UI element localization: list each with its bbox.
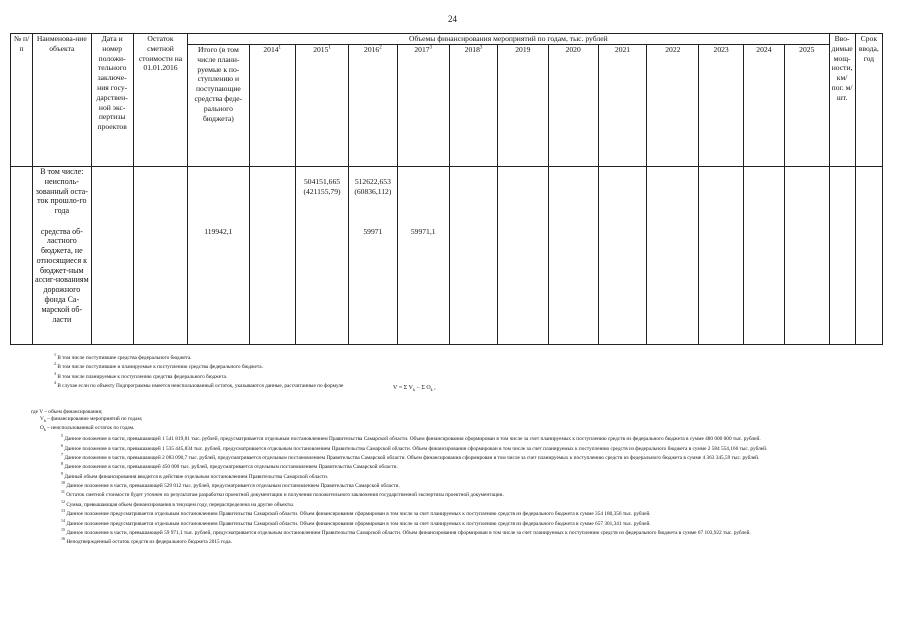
footnote-10: $^{10}$ Данное положение в части, превышающей 529 012 тыс. рублей, предусматривается отдельным постановлением Правительства Самарской области.	[61, 480, 400, 489]
financing-table	[10, 33, 883, 345]
header-year-2022: 2022	[647, 45, 699, 167]
header-date: Дата и номер положи-тельного заключе-ния госу-дарствен-ной экс-пертизы проектов	[91, 34, 133, 167]
header-year-2023: 2023	[699, 45, 743, 167]
row-label: средства об-ластного бюджета, не относящиеся к бюджет-ным ассиг-нованиям дорожного фонда Са-марской об-ласти	[33, 227, 91, 345]
footnote-11: $^{11}$ Остаток сметной стоимости будет уточнен по результатам разработки проектной документации и получения положительного заключения государственной экспертизы проектной документации.	[61, 489, 504, 499]
header-year-2020: 2020	[548, 45, 598, 167]
header-total: Итого (в том числе плани-руемые к по-ступлению и поступающие средства феде-рального бюджета)	[188, 45, 249, 167]
header-year-2017: 2017$^3$	[397, 45, 449, 167]
footnote-8: $^8$ Данное положение в части, превышающей 450 000 тыс. рублей, предусматривается отдельным постановлением Правительства Самарской области.	[61, 461, 398, 471]
footnote-9: $^9$ Данный объем финансирования вводится в действие отдельным постановлением Правительства Самарской области.	[61, 470, 329, 480]
footnote-4: $^4$ В случае если по объекту Подпрограммы имеется неиспользованный остаток, указываются данные, рассчитанные по формуле	[54, 380, 344, 389]
formula-vk: $V_k$ – финансирование мероприятий по годам;	[40, 416, 143, 424]
header-year-2014: 2014$^1$	[249, 45, 295, 167]
row-2016: 512622,653 (60836,112)	[349, 167, 397, 227]
table-row	[11, 167, 883, 227]
footnote-13: $^{13}$ Данное положение предусматривается отдельным постановлением Правительства Самарской области. Объем финансирования сформирован в том числе за счет планируемых к поступлению средств из федерального бюджета в сумме 354 180,356 тыс. рублей.	[61, 508, 651, 517]
header-capacity: Вво-димые мощ-ности, км/ пог. м/шт.	[829, 34, 855, 167]
row-2017: 59971,1	[397, 227, 449, 345]
footnote-5: $^5$ Данное положение в части, превышающей 1 541 819,81 тыс. рублей, предусматривается отдельным постановлением Правительства Самарской области. Объем финансирования сформирован в том числе за счет планируемых к поступлению средств из федерального бюджета в сумме 480 000 000 тыс. рублей.	[61, 433, 761, 443]
header-year-2018: 2018$^3$	[449, 45, 497, 167]
footnote-6: $^6$ Данное положение в части, превышающей 1 535 445,834 тыс. рублей, предусматривается отдельным постановлением Правительства Самарской области. Объем финансирования сформирован в том числе за счет планируемых к поступлению средств из федерального бюджета в сумме 2 584 554,166 тыс. рублей.	[61, 442, 768, 452]
header-name: Наименова-ние объекта	[33, 34, 91, 167]
header-year-2016: 2016$^2$	[349, 45, 397, 167]
formula-ok: $O_k$ – неиспользованный остаток по годам.	[40, 424, 135, 432]
footnote-2: $^2$ В том числе поступившие и планируемые к поступлению средства федерального бюджета.	[54, 361, 263, 371]
footnote-16: $^{16}$ Неподтвержденный остаток средств из федерального бюджета 2015 года.	[61, 536, 232, 546]
footnote-3: $^3$ В том числе планируемые к поступлению средства федерального бюджета.	[54, 370, 228, 380]
row-total	[188, 167, 249, 227]
footnote-14: $^{14}$ Данное положение предусматривается отдельным постановлением Правительства Самарской области. Объем финансирования сформирован в том числе за счет планируемых к поступлению средств из федерального бюджета в сумме 657 301,341 тыс. рублей.	[61, 517, 651, 527]
row-2017	[397, 167, 449, 227]
row-total: 119942,1	[188, 227, 249, 345]
formula-where: где V – объем финансирования;	[31, 409, 103, 416]
footnote-1: $^1$ В том числе поступившие средства федерального бюджета.	[54, 352, 192, 361]
row-2015: 504151,665 (421155,79)	[295, 167, 348, 227]
table-row	[11, 227, 883, 345]
row-label: В том числе: неисполь-зованный оста-ток прошло-го года	[33, 167, 91, 227]
header-year-2024: 2024	[743, 45, 784, 167]
header-year-2021: 2021	[598, 45, 646, 167]
row-2016: 59971	[349, 227, 397, 345]
page-number: 24	[448, 14, 457, 24]
footnote-12: $^{12}$ Сумма, превышающая объем финансирования в текущем году, перераспределена на другие объекты.	[61, 498, 295, 508]
footnote-15: $^{15}$ Данное положение в части, превышающей 59 971,1 тыс. рублей, предусматривается отдельным постановлением Правительства Самарской области. Объем финансирования сформирован в том числе за счет планируемых к поступлению средств из федерального бюджета в сумме 67 103,922 тыс. рублей.	[61, 526, 751, 536]
header-year-2015: 2015$^1$	[295, 45, 348, 167]
header-term: Срок ввода, год	[855, 34, 882, 167]
header-year-2025: 2025	[785, 45, 829, 167]
header-num: № п/п	[11, 34, 33, 167]
header-volumes-group: Объемы финансирования мероприятий по годам, тыс. рублей	[188, 34, 829, 45]
formula-graphic: V = Σ $V_k - \Sigma$ $O_k$ ,	[393, 385, 436, 393]
row-2015	[295, 227, 348, 345]
header-remaining: Остаток сметной стоимости на 01.01.2016	[133, 34, 187, 167]
header-year-2019: 2019	[498, 45, 548, 167]
footnote-7: $^7$ Данное положение в части, превышающей 2 083 090,7 тыс. рублей, предусматривается отдельным постановлением Правительства Самарской области. Объем финансирования сформирован в том числе за счет планируемых к поступлению средств из федерального бюджета в сумме 4 363 345,59 тыс. рублей.	[61, 452, 760, 461]
footnotes	[31, 352, 871, 546]
